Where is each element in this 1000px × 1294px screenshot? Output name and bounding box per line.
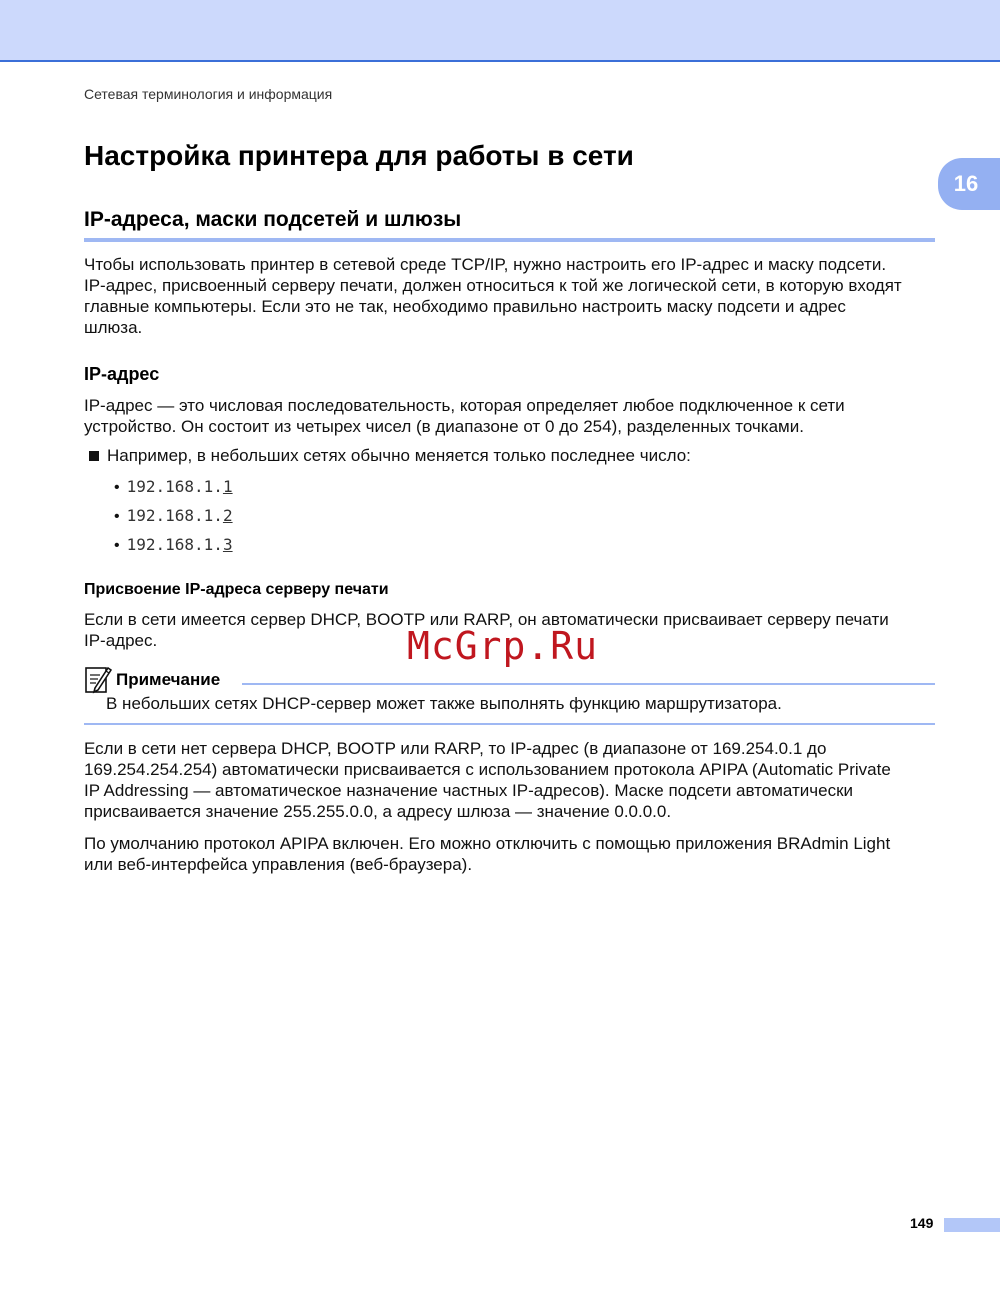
text-line: устройство. Он состоит из четырех чисел (в диапазоне от 0 до 254), разделенных точками. — [84, 417, 804, 436]
ip-last-octet: 2 — [222, 506, 233, 525]
section-title: IP-адреса, маски подсетей и шлюзы — [84, 208, 462, 231]
text-line: Если в сети имеется сервер DHCP, BOOTP или RARP, он автоматически присваивает серверу печати — [84, 610, 889, 629]
chapter-tab[interactable] — [938, 158, 1000, 210]
example-bullet: Например, в небольших сетях обычно меняется только последнее число: — [107, 446, 691, 465]
text-line: IP-адрес — это числовая последовательность, которая определяет любое подключенное к сети — [84, 396, 845, 415]
running-header: Сетевая терминология и информация — [84, 86, 333, 102]
note-title: Примечание — [116, 670, 221, 689]
list-item — [114, 535, 233, 555]
text-line: Если в сети нет сервера DHCP, BOOTP или RARP, то IP-адрес (в диапазоне от 169.254.0.1 до — [84, 739, 827, 758]
text-line: Чтобы использовать принтер в сетевой среде TCP/IP, нужно настроить его IP-адрес и маску подсети. — [84, 255, 887, 274]
apipa-paragraph — [84, 738, 944, 822]
assign-heading: Присвоение IP-адреса серверу печати — [84, 581, 389, 598]
watermark: McGrp.Ru — [407, 624, 599, 668]
text-line: 169.254.254.254) автоматически присваивается с использованием протокола APIPA (Automatic Private — [84, 760, 891, 779]
page-number: 149 — [910, 1215, 934, 1231]
ip-prefix: 192.168.1. — [126, 506, 223, 525]
page-title: Настройка принтера для работы в сети — [84, 140, 634, 171]
chapter-number: 16 — [953, 171, 979, 196]
note-pencil-icon — [84, 664, 112, 694]
section-divider — [84, 238, 935, 242]
text-line: или веб-интерфейса управления (веб-браузера). — [84, 855, 473, 874]
list-item — [114, 477, 233, 497]
top-banner — [0, 0, 1000, 62]
text-line: шлюза. — [84, 318, 143, 337]
ip-last-octet: 3 — [222, 535, 233, 554]
bullet-dot-icon: • — [114, 479, 120, 496]
ip-prefix: 192.168.1. — [126, 535, 223, 554]
ip-heading: IP-адрес — [84, 364, 160, 384]
text-line: IP-адрес, присвоенный серверу печати, должен относиться к той же логической сети, в которую входят — [84, 276, 902, 295]
note-divider-bottom — [84, 723, 935, 725]
intro-paragraph — [84, 254, 944, 338]
square-bullet-icon — [89, 451, 99, 461]
text-line: главные компьютеры. Если это не так, необходимо правильно настроить маску подсети и адрес — [84, 297, 846, 316]
footer-band — [944, 1218, 1000, 1232]
list-item — [114, 506, 233, 526]
text-line: По умолчанию протокол APIPA включен. Его можно отключить с помощью приложения BRAdmin Light — [84, 834, 891, 853]
bullet-dot-icon: • — [114, 537, 120, 554]
ip-last-octet: 1 — [222, 477, 233, 496]
ip-prefix: 192.168.1. — [126, 477, 223, 496]
text-line: IP-адрес. — [84, 631, 158, 650]
text-line: присваивается значение 255.255.0.0, а адресу шлюза — значение 0.0.0.0. — [84, 802, 672, 821]
text-line: IP Addressing — автоматическое назначение частных IP-адресов). Маске подсети автоматически — [84, 781, 854, 800]
note-divider-top — [242, 683, 935, 685]
ip-paragraph — [84, 395, 944, 437]
default-paragraph — [84, 833, 944, 875]
bullet-dot-icon: • — [114, 508, 120, 525]
note-text: В небольших сетях DHCP-сервер может также выполнять функцию маршрутизатора. — [106, 694, 782, 713]
